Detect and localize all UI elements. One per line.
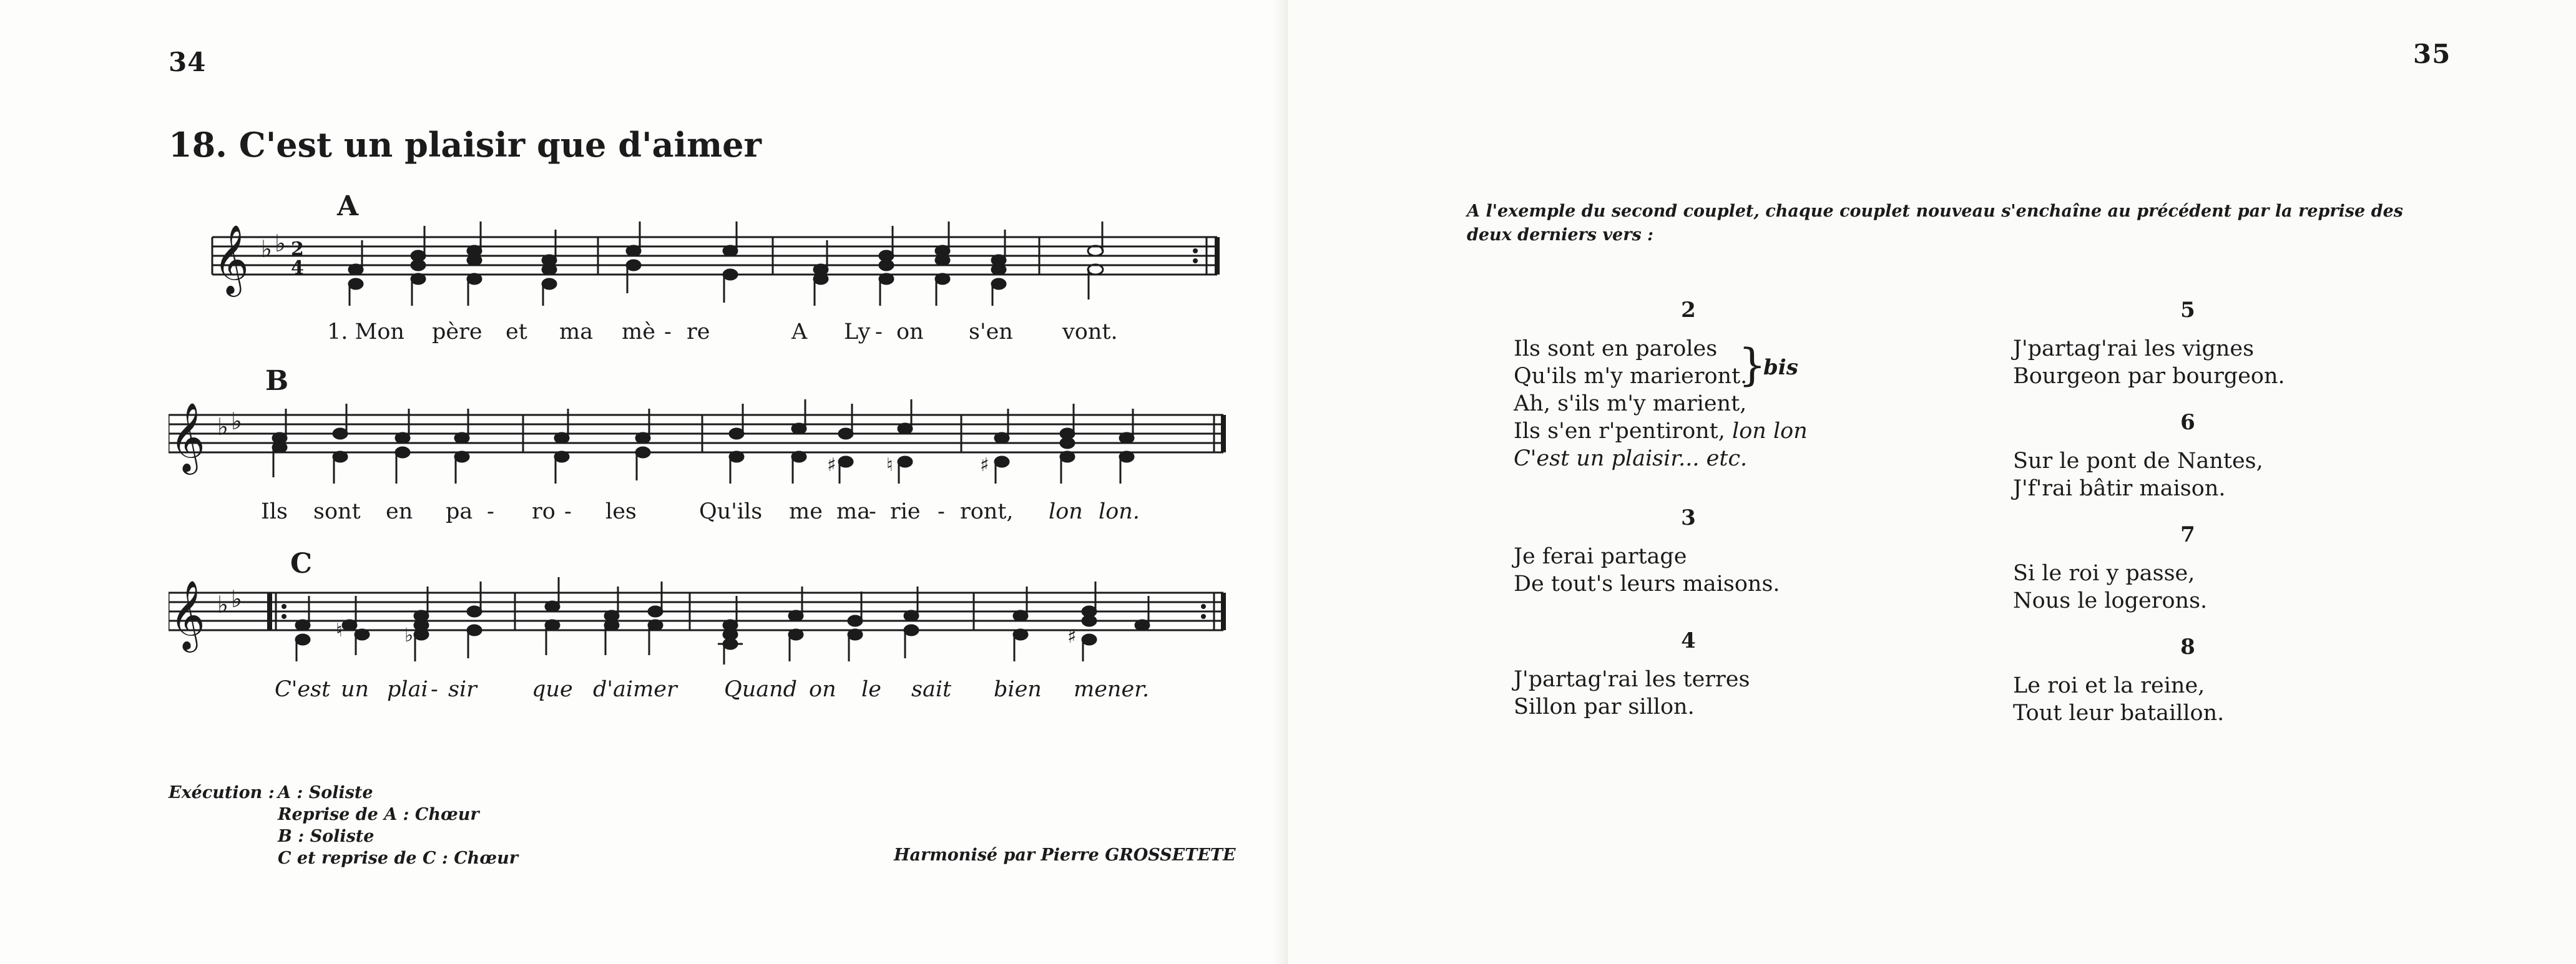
lyric-syllable: sir (448, 677, 477, 702)
flat-icon: ♭ (261, 235, 272, 263)
couplet-line: Sur le pont de Nantes, (2013, 449, 2263, 474)
execution-line: A : Soliste (278, 783, 373, 802)
intro-note: A l'exemple du second couplet, chaque couplet nouveau s'enchaîne au précédent par la reprise des deux derniers vers : (1467, 202, 2403, 245)
lyric-syllable: en (386, 499, 413, 524)
couplet-line: Bourgeon par bourgeon. (2013, 364, 2285, 389)
lyric-syllable: ront, (960, 499, 1014, 524)
couplet-line: J'f'rai bâtir maison. (2013, 476, 2226, 501)
couplet-line: Si le roi y passe, (2013, 561, 2195, 586)
sharp-icon: ♯ (980, 454, 989, 476)
lyric-syllable: mener. (1074, 677, 1150, 702)
lyric-syllable: lon. (1099, 499, 1140, 524)
couplet-6 (2013, 409, 2363, 502)
flat-icon: ♭ (275, 230, 286, 257)
lyric-syllable: les (605, 499, 637, 524)
couplet-number: 2 (1681, 298, 1696, 323)
couplet-number: 7 (2180, 522, 2195, 547)
couplet-line: Le roi et la reine, (2013, 673, 2205, 698)
lyric-syllable: - (664, 319, 672, 344)
page-number: 35 (2413, 39, 2451, 69)
bis-marker: bis (1763, 355, 1798, 380)
flat-icon: ♭ (231, 585, 242, 613)
lyric-syllable: - (564, 499, 572, 524)
song-title: 18. C'est un plaisir que d'aimer (169, 125, 762, 165)
lyric-syllable: vont. (1062, 319, 1118, 344)
lyric-syllable: rie (890, 499, 921, 524)
couplet-5 (2013, 296, 2363, 390)
sharp-icon: ♯ (827, 454, 836, 476)
couplet-line: De tout's leurs maisons. (1514, 572, 1780, 596)
couplet-line: J'partag'rai les terres (1514, 667, 1750, 692)
treble-clef-icon: 𝄞 (170, 402, 205, 472)
music-system-b (169, 396, 1230, 490)
lyric-syllable: s'en (969, 319, 1013, 344)
lyric-syllable: ro (532, 499, 556, 524)
couplet-number: 6 (2180, 410, 2195, 435)
lyric-syllable: pa (446, 499, 473, 524)
lyric-syllable: que (532, 677, 573, 702)
lyric-syllable: C'est (275, 677, 331, 702)
flat-icon: ♭ (231, 407, 242, 435)
lyric-syllable: un (341, 677, 370, 702)
couplet-line: Ils sont en paroles (1514, 336, 1718, 361)
execution-line: B : Soliste (278, 827, 375, 846)
couplet-number: 5 (2180, 298, 2195, 323)
natural-icon: ♮ (336, 620, 343, 641)
page-number: 34 (169, 47, 207, 77)
section-letter-b: B (265, 365, 289, 397)
flat-icon: ♭ (404, 625, 414, 646)
execution-line: C et reprise de C : Chœur (278, 849, 518, 868)
section-letter-a: A (337, 190, 359, 222)
lyric-syllable: - (487, 499, 494, 524)
couplet-line: Nous le logerons. (2013, 588, 2208, 613)
couplet-line: Tout leur bataillon. (2013, 701, 2225, 726)
couplet-line: Ils s'en r'pentiront, lon lon (1514, 419, 1808, 444)
lyric-syllable: Quand (724, 677, 798, 702)
lyric-syllable: - (875, 319, 883, 344)
lyric-syllable: d'aimer (593, 677, 677, 702)
lyric-syllable: 1. Mon (327, 319, 404, 344)
natural-icon: ♮ (886, 454, 893, 476)
lyric-syllable: me (789, 499, 823, 524)
couplet-2 (1514, 296, 1863, 472)
harmonisation-credit: Harmonisé par Pierre GROSSETETE (894, 845, 1236, 865)
flat-icon: ♭ (217, 413, 228, 441)
time-signature-top: 2 (291, 238, 304, 260)
couplet-7 (2013, 521, 2363, 615)
couplet-number: 4 (1681, 628, 1696, 653)
section-letter-c: C (290, 548, 313, 580)
couplet-line: Qu'ils m'y marieront. (1514, 364, 1748, 389)
couplet-4 (1514, 627, 1863, 721)
couplet-line: Sillon par sillon. (1514, 694, 1695, 719)
lyric-syllable: bien (994, 677, 1042, 702)
flat-icon: ♭ (217, 591, 228, 618)
lyric-syllable: Ils (261, 499, 288, 524)
lyric-syllable: ma (836, 499, 871, 524)
lyric-syllable: on (809, 677, 836, 702)
couplet-line: J'partag'rai les vignes (2013, 336, 2255, 361)
time-signature-bottom: 4 (291, 257, 304, 279)
couplet-number: 8 (2180, 635, 2195, 660)
music-system-c (169, 574, 1230, 668)
execution-notes (169, 783, 518, 868)
treble-clef-icon: 𝄞 (213, 224, 249, 294)
execution-line: Reprise de A : Chœur (278, 805, 479, 824)
music-system-a (169, 218, 1230, 312)
couplet-number: 3 (1681, 505, 1696, 530)
refrain-tail: lon lon (1732, 419, 1808, 444)
staff-c (169, 574, 1230, 668)
lyric-syllable: mè (622, 319, 655, 344)
couplet-8 (2013, 633, 2363, 727)
execution-label: Exécution : (169, 783, 275, 802)
lyric-syllable: - (938, 499, 945, 524)
lyric-syllable: sont (313, 499, 361, 524)
bracket-icon: } (1738, 339, 1766, 391)
lyric-syllable: et (506, 319, 527, 344)
lyric-syllable: on (896, 319, 924, 344)
right-page (1288, 0, 2576, 964)
lyric-syllable: sait (911, 677, 952, 702)
lyric-syllable: - (431, 677, 438, 702)
staff-a (169, 218, 1230, 312)
couplet-3 (1514, 504, 1863, 598)
treble-clef-icon: 𝄞 (170, 580, 205, 650)
staff-b (169, 396, 1230, 490)
lyric-syllable: Ly (844, 319, 871, 344)
lyric-syllable: A (791, 319, 808, 344)
couplet-line: Je ferai partage (1514, 544, 1687, 569)
lyric-syllable: ma (559, 319, 594, 344)
lyric-syllable: plai (387, 677, 428, 702)
couplet-line: Ah, s'ils m'y marient, (1514, 391, 1747, 416)
lyric-syllable: père (432, 319, 482, 344)
lyric-syllable: - (869, 499, 876, 524)
lyric-syllable: Qu'ils (699, 499, 763, 524)
couplet-line: C'est un plaisir... etc. (1514, 446, 1748, 471)
lyric-syllable: lon (1049, 499, 1083, 524)
lyric-syllable: le (861, 677, 881, 702)
sharp-icon: ♯ (1067, 626, 1077, 648)
lyric-syllable: re (687, 319, 710, 344)
